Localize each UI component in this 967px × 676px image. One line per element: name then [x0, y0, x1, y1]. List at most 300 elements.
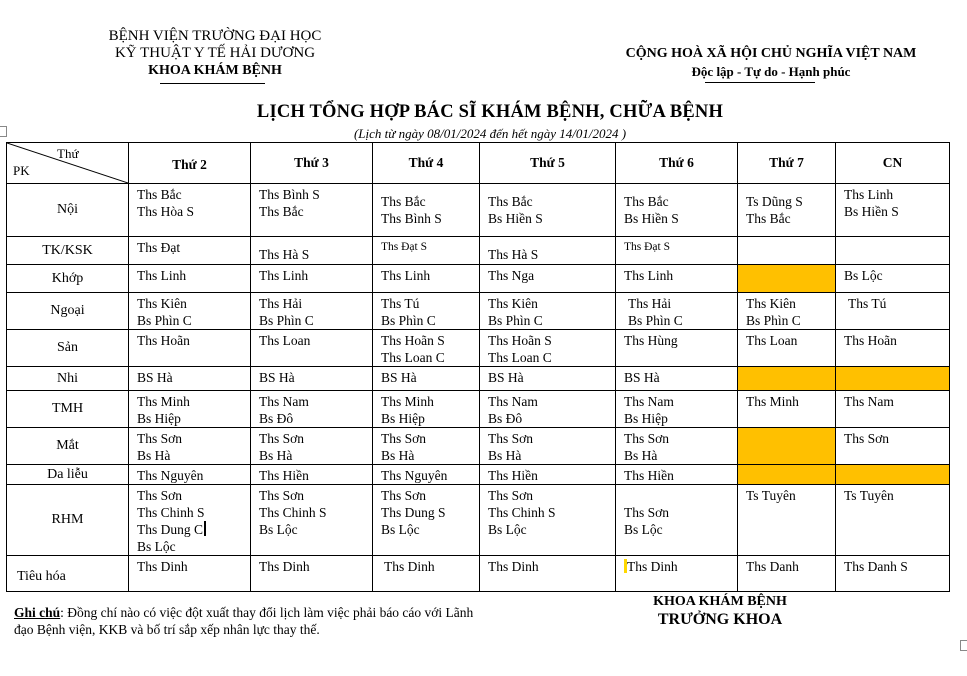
schedule-cell — [616, 556, 738, 592]
national-motto: Độc lập - Tự do - Hạnh phúc — [691, 64, 851, 79]
doctor-name — [746, 193, 835, 210]
clinic-label: Tiêu hóa — [7, 556, 129, 592]
doctor-name — [137, 203, 250, 220]
schedule-cell — [738, 184, 836, 237]
clinic-label: RHM — [7, 485, 129, 556]
doctor-name-text: BS Hà — [624, 370, 660, 385]
schedule-cell — [129, 556, 251, 592]
schedule-cell — [616, 265, 738, 293]
schedule-cell — [480, 293, 616, 330]
doctor-name-text: Ths Sơn — [624, 431, 670, 446]
schedule-cell — [738, 485, 836, 556]
doctor-name — [259, 487, 372, 504]
schedule-cell — [480, 391, 616, 428]
doctor-name — [137, 447, 250, 464]
doctor-name-text: Ths Loan — [259, 333, 311, 348]
doctor-name — [381, 349, 479, 366]
schedule-cell — [251, 265, 373, 293]
document-title: LỊCH TỔNG HỢP BÁC SĨ KHÁM BỆNH, CHỮA BỆNH — [256, 102, 724, 122]
doctor-name-text: Ths Bắc — [488, 194, 533, 209]
schedule-cell — [836, 237, 950, 265]
doctor-name — [488, 295, 615, 312]
clinic-label: Mắt — [7, 428, 129, 465]
table-row — [7, 293, 950, 330]
clinic-label: Nhi — [7, 367, 129, 391]
schedule-cell — [373, 367, 480, 391]
doctor-name — [137, 521, 250, 538]
doctor-name-text: Ths Sơn — [381, 431, 427, 446]
schedule-cell — [738, 330, 836, 367]
doctor-name-text: Ths Nam — [259, 394, 309, 409]
doctor-name — [844, 487, 949, 504]
schedule-cell — [836, 330, 950, 367]
doctor-name — [624, 410, 737, 427]
schedule-cell — [738, 367, 836, 391]
doctor-name — [746, 487, 835, 504]
doctor-name — [259, 447, 372, 464]
schedule-cell — [251, 237, 373, 265]
doctor-name — [746, 393, 835, 410]
doctor-name-text: Bs Lộc — [624, 522, 663, 537]
doctor-name — [488, 410, 615, 427]
doctor-name-text: Ths Tú — [848, 296, 887, 311]
doctor-name — [259, 295, 372, 312]
doctor-name-text: Bs Lộc — [488, 522, 527, 537]
doctor-name-text: Ths Linh — [259, 268, 309, 283]
doctor-name — [259, 467, 372, 484]
doctor-name-text: Bs Hiệp — [381, 411, 425, 426]
doctor-name-text: Ths Bình S — [381, 211, 442, 226]
doctor-name — [624, 210, 737, 227]
doctor-name — [624, 558, 737, 575]
table-row — [7, 556, 950, 592]
doctor-name — [488, 467, 615, 484]
schedule-cell — [738, 391, 836, 428]
schedule-cell — [836, 265, 950, 293]
signature-department: KHOA KHÁM BỆNH — [653, 594, 787, 609]
schedule-cell — [836, 428, 950, 465]
doctor-name — [259, 430, 372, 447]
doctor-name — [259, 558, 372, 575]
schedule-cell — [129, 184, 251, 237]
hospital-name-line2: KỸ THUẬT Y TẾ HẢI DƯƠNG — [114, 45, 316, 61]
doctor-name — [137, 332, 250, 349]
doctor-name — [624, 521, 737, 538]
schedule-cell — [480, 556, 616, 592]
doctor-name — [746, 558, 835, 575]
schedule-cell — [836, 184, 950, 237]
schedule-cell — [129, 293, 251, 330]
day-header: Thứ 5 — [480, 143, 616, 184]
footnote — [14, 604, 484, 638]
schedule-cell — [373, 556, 480, 592]
doctor-name-text: Ths Dinh — [488, 559, 539, 574]
doctor-name — [137, 312, 250, 329]
schedule-cell — [738, 428, 836, 465]
doctor-name — [381, 332, 479, 349]
doctor-name-text: Ths Dinh — [259, 559, 310, 574]
schedule-cell — [129, 465, 251, 485]
doctor-name-text: Bs Hà — [137, 448, 171, 463]
doctor-name — [746, 295, 835, 312]
schedule-cell — [129, 428, 251, 465]
doctor-name-text: Bs Phìn C — [746, 313, 801, 328]
schedule-cell — [373, 184, 480, 237]
doctor-name-text: Ths Sơn — [844, 431, 890, 446]
doctor-name-text: Ths Sơn — [624, 505, 670, 520]
doctor-name — [381, 295, 479, 312]
doctor-name-text: Bs Đô — [259, 411, 294, 426]
corner-day-label: Thứ — [57, 146, 79, 161]
table-row — [7, 330, 950, 367]
schedule-cell — [836, 485, 950, 556]
doctor-name-text: Ts Dũng S — [746, 194, 803, 209]
schedule-cell — [251, 391, 373, 428]
doctor-name-text: Bs Phìn C — [137, 313, 192, 328]
doctor-name — [381, 267, 479, 284]
doctor-name-text: Ths Dung C — [137, 522, 204, 537]
schedule-cell — [373, 465, 480, 485]
doctor-name — [848, 295, 949, 312]
doctor-name — [259, 246, 372, 263]
doctor-name — [746, 312, 835, 329]
clinic-label: Nội — [7, 184, 129, 237]
schedule-cell — [251, 330, 373, 367]
doctor-name-text: Ths Nguyên — [381, 468, 448, 483]
schedule-cell — [738, 293, 836, 330]
clinic-label: Khớp — [7, 265, 129, 293]
schedule-cell — [373, 237, 480, 265]
clinic-label: Ngoại — [7, 293, 129, 330]
doctor-name-text: Ths Tú — [381, 296, 420, 311]
doctor-name-text: Bs Hiệp — [624, 411, 668, 426]
schedule-cell — [616, 367, 738, 391]
footnote-text: : Đồng chí nào có việc đột xuất thay đổi lịch làm việc phải báo cáo với Lãnh đạo Bệnh viện, KKB và bố trí sắp xếp nhân lực thay thế. — [14, 605, 474, 637]
hospital-header — [90, 28, 340, 79]
doctor-name — [624, 504, 737, 521]
schedule-cell — [129, 330, 251, 367]
doctor-name — [259, 312, 372, 329]
doctor-name — [381, 193, 479, 210]
doctor-name-text: Ths Nguyên — [137, 468, 204, 483]
doctor-name — [488, 558, 615, 575]
doctor-name — [259, 369, 372, 386]
doctor-name — [624, 332, 737, 349]
doctor-name-text: BS Hà — [488, 370, 524, 385]
doctor-name-text: Ths Dinh — [384, 559, 435, 574]
doctor-name-text: Bs Lộc — [259, 522, 298, 537]
table-row — [7, 428, 950, 465]
schedule-cell — [129, 391, 251, 428]
doctor-name — [381, 410, 479, 427]
doctor-name-text: Ts Tuyên — [844, 488, 894, 503]
doctor-name-text: Ths Sơn — [259, 488, 305, 503]
doctor-name-text: Bs Phìn C — [488, 313, 543, 328]
schedule-cell — [836, 465, 950, 485]
doctor-name-text: Ths Loan C — [488, 350, 552, 365]
doctor-name — [488, 369, 615, 386]
day-header: Thứ 7 — [738, 143, 836, 184]
doctor-name-text: Ths Bắc — [381, 194, 426, 209]
doctor-name — [381, 210, 479, 227]
table-row — [7, 485, 950, 556]
schedule-cell — [616, 237, 738, 265]
schedule-cell — [480, 367, 616, 391]
text-cursor — [204, 521, 206, 536]
doctor-name — [488, 504, 615, 521]
doctor-name — [137, 487, 250, 504]
doctor-name — [624, 467, 737, 484]
doctor-name — [624, 393, 737, 410]
schedule-cell — [836, 556, 950, 592]
doctor-name — [844, 393, 949, 410]
doctor-name-text: Bs Lộc — [137, 539, 176, 554]
schedule-cell — [616, 330, 738, 367]
doctor-name — [844, 267, 949, 284]
doctor-name-text: Bs Hà — [259, 448, 293, 463]
schedule-cell — [616, 485, 738, 556]
doctor-name-text: Bs Lộc — [381, 522, 420, 537]
doctor-name-text: Bs Hà — [488, 448, 522, 463]
doctor-name-text: Ths Hoãn — [137, 333, 190, 348]
schedule-cell — [836, 391, 950, 428]
doctor-name-text: Ths Linh — [381, 268, 431, 283]
doctor-name — [381, 312, 479, 329]
doctor-name — [259, 332, 372, 349]
doctor-name — [381, 487, 479, 504]
doctor-name-text: Ths Bắc — [624, 194, 669, 209]
schedule-cell — [129, 485, 251, 556]
schedule-cell — [251, 184, 373, 237]
doctor-name-text: Ths Hòa S — [137, 204, 194, 219]
doctor-name — [624, 430, 737, 447]
doctor-name — [137, 410, 250, 427]
doctor-name — [488, 487, 615, 504]
doctor-name — [746, 210, 835, 227]
clinic-label: TK/KSK — [7, 237, 129, 265]
table-row — [7, 184, 950, 237]
schedule-cell — [480, 428, 616, 465]
schedule-cell — [251, 556, 373, 592]
schedule-cell — [616, 391, 738, 428]
doctor-name-text: Ths Nga — [488, 268, 535, 283]
department-name: KHOA KHÁM BỆNH — [148, 63, 282, 78]
table-row — [7, 367, 950, 391]
footnote-label: Ghi chú — [14, 605, 61, 620]
doctor-name — [488, 246, 615, 263]
doctor-name — [488, 332, 615, 349]
doctor-name-text: Bs Hiệp — [137, 411, 181, 426]
doctor-name — [259, 267, 372, 284]
doctor-name — [488, 312, 615, 329]
doctor-name-text: Ths Minh — [746, 394, 799, 409]
doctor-name-text: Ths Bắc — [259, 204, 304, 219]
motto-underline — [705, 82, 815, 83]
doctor-name-text: Ths Sơn — [259, 431, 305, 446]
schedule-cell — [251, 428, 373, 465]
day-header: Thứ 3 — [251, 143, 373, 184]
doctor-name — [137, 239, 250, 256]
doctor-name-text: Ths Nam — [844, 394, 894, 409]
doctor-name-text: Ths Linh — [137, 268, 187, 283]
national-title: CỘNG HOÀ XÃ HỘI CHỦ NGHĨA VIỆT NAM — [625, 46, 917, 61]
schedule-cell — [373, 330, 480, 367]
doctor-name — [137, 369, 250, 386]
doctor-name — [137, 467, 250, 484]
doctor-name-text: BS Hà — [259, 370, 295, 385]
schedule-cell — [129, 367, 251, 391]
doctor-name — [381, 393, 479, 410]
doctor-name-text: Ths Hoãn S — [381, 333, 445, 348]
doctor-name-text: Ths Hùng — [624, 333, 678, 348]
doctor-name-text: Bs Lộc — [844, 268, 883, 283]
doctor-name-text: Ths Hoãn — [844, 333, 897, 348]
signature-block — [600, 594, 840, 629]
doctor-name-text: Bs Hà — [381, 448, 415, 463]
doctor-name-text: Ths Sơn — [137, 431, 183, 446]
schedule-cell — [480, 237, 616, 265]
doctor-name-text: Ths Hiền — [488, 468, 538, 483]
doctor-name-text: Bs Phìn C — [628, 313, 683, 328]
document-subtitle: (Lịch từ ngày 08/01/2024 đến hết ngày 14/01/2024 ) — [353, 126, 627, 141]
doctor-name-text: Ths Hải — [259, 296, 303, 311]
clinic-label: Da liễu — [7, 465, 129, 485]
schedule-cell — [373, 265, 480, 293]
doctor-name — [624, 267, 737, 284]
doctor-name — [259, 186, 372, 203]
schedule-cell — [738, 465, 836, 485]
schedule-cell — [836, 367, 950, 391]
doctor-name-text: Ths Hà S — [488, 247, 539, 262]
doctor-name-text: Ths Loan C — [381, 350, 445, 365]
doctor-name — [137, 267, 250, 284]
schedule-cell — [616, 293, 738, 330]
schedule-cell — [616, 465, 738, 485]
doctor-name-text: Ths Kiên — [746, 296, 796, 311]
table-row — [7, 391, 950, 428]
doctor-name — [844, 332, 949, 349]
doctor-name-text: Ths Đạt — [137, 240, 181, 255]
doctor-name-text: Ths Linh — [624, 268, 674, 283]
doctor-name-text: Ths Sơn — [381, 488, 427, 503]
schedule-cell — [616, 184, 738, 237]
doctor-name-text: Ths Hiền — [624, 468, 674, 483]
doctor-name — [381, 430, 479, 447]
doctor-name-text: BS Hà — [381, 370, 417, 385]
doctor-name — [628, 295, 737, 312]
doctor-name-text: Bs Hiền S — [488, 211, 543, 226]
doctor-name-text: Ths Hiền — [259, 468, 309, 483]
schedule-cell — [373, 428, 480, 465]
schedule-cell — [129, 237, 251, 265]
doctor-name-text: Ths Dinh — [137, 559, 188, 574]
doctor-name-text: Bs Hiền S — [844, 204, 899, 219]
schedule-cell — [373, 485, 480, 556]
doctor-name — [624, 239, 737, 256]
doctor-name — [488, 447, 615, 464]
day-header: CN — [836, 143, 950, 184]
schedule-cell — [251, 485, 373, 556]
day-header: Thứ 2 — [129, 143, 251, 184]
schedule-cell — [373, 391, 480, 428]
doctor-name-text: Ths Nam — [624, 394, 674, 409]
doctor-name-text: Bs Phìn C — [381, 313, 436, 328]
schedule-cell — [480, 485, 616, 556]
doctor-name — [381, 521, 479, 538]
doctor-name — [137, 186, 250, 203]
table-corner-cell — [7, 143, 129, 184]
day-header: Thứ 4 — [373, 143, 480, 184]
doctor-name — [137, 504, 250, 521]
schedule-cell — [251, 465, 373, 485]
table-row — [7, 237, 950, 265]
doctor-name-text: Ths Dung S — [381, 505, 446, 520]
doctor-name — [259, 393, 372, 410]
doctor-name — [488, 521, 615, 538]
doctor-name-text: Ths Kiên — [137, 296, 187, 311]
doctor-name-text: Bs Hiền S — [624, 211, 679, 226]
doctor-name-text: Ths Bắc — [746, 211, 791, 226]
department-underline — [160, 83, 265, 84]
doctor-name — [137, 558, 250, 575]
doctor-name — [488, 210, 615, 227]
doctor-name — [259, 521, 372, 538]
schedule-cell — [480, 184, 616, 237]
doctor-name — [137, 393, 250, 410]
doctor-name — [746, 332, 835, 349]
doctor-name-text: Ths Bắc — [137, 187, 182, 202]
doctor-name — [844, 558, 949, 575]
doctor-name — [259, 203, 372, 220]
doctor-name-text: Ths Loan — [746, 333, 798, 348]
table-row — [7, 465, 950, 485]
hospital-name-line1: BỆNH VIỆN TRƯỜNG ĐẠI HỌC — [108, 28, 322, 44]
doctor-name-text: Ths Minh — [137, 394, 190, 409]
doctor-name-text: Ths Sơn — [488, 431, 534, 446]
doctor-name-text: Ths Minh — [381, 394, 434, 409]
doctor-name-text: Bs Đô — [488, 411, 523, 426]
doctor-name-text: Bs Hà — [624, 448, 658, 463]
margin-marker-bottom — [960, 640, 967, 651]
signature-title: TRƯỞNG KHOA — [657, 611, 783, 628]
doctor-name — [381, 369, 479, 386]
doctor-name-text: Ths Linh — [844, 187, 894, 202]
doctor-name — [137, 538, 250, 555]
doctor-name — [624, 193, 737, 210]
doctor-name-text: Ths Chinh S — [259, 505, 327, 520]
day-header: Thứ 6 — [616, 143, 738, 184]
schedule-cell — [480, 465, 616, 485]
clinic-label: TMH — [7, 391, 129, 428]
schedule-cell — [129, 265, 251, 293]
schedule-cell — [480, 265, 616, 293]
doctor-name — [259, 504, 372, 521]
schedule-cell — [373, 293, 480, 330]
doctor-name — [381, 447, 479, 464]
doctor-name-text: Ths Kiên — [488, 296, 538, 311]
doctor-name-text: Ths Sơn — [488, 488, 534, 503]
schedule-cell — [836, 293, 950, 330]
doctor-name-text: Ths Hoãn S — [488, 333, 552, 348]
doctor-name-text: Ths Bình S — [259, 187, 320, 202]
doctor-name-text: Ths Hải — [628, 296, 672, 311]
schedule-cell — [738, 265, 836, 293]
schedule-cell — [251, 367, 373, 391]
doctor-name-text: Ths Đạt S — [381, 241, 427, 253]
doctor-name-text: Ths Danh — [746, 559, 799, 574]
doctor-name-text: BS Hà — [137, 370, 173, 385]
national-header — [595, 45, 947, 81]
